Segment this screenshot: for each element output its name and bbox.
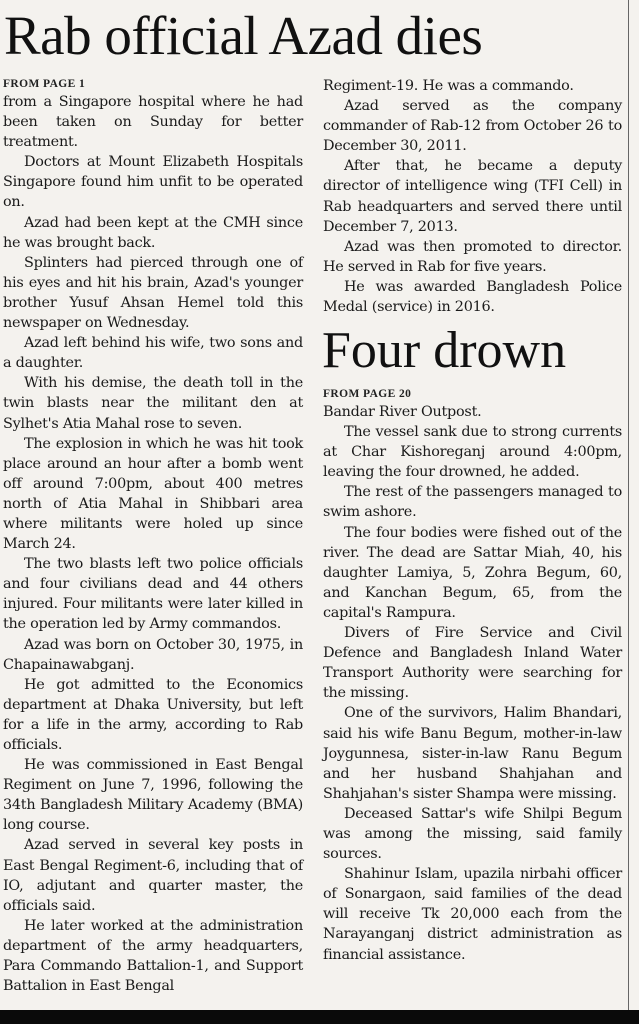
paragraph: Doctors at Mount Elizabeth Hospitals Singapore found him unfit to be operated on. (3, 154, 303, 211)
scan-edge (0, 1010, 639, 1024)
paragraph: Azad was born on October 30, 1975, in Chapainawabganj. (3, 636, 303, 673)
paragraph: One of the survivors, Halim Bhandari, said his wife Banu Begum, mother-in-law Joygunnesa, sister-in-law Ranu Begum and her husband Shahjahan and Shahjahan's sister Shampa were missing. (323, 705, 622, 802)
column-rule (628, 0, 629, 1010)
paragraph: He got admitted to the Economics department at Dhaka University, but left for a life in the army, according to Rab officials. (3, 676, 303, 753)
paragraph: The rest of the passengers managed to swim ashore. (323, 484, 622, 521)
paragraph: The vessel sank due to strong currents at Char Kishoreganj around 4:00pm, leaving the four drowned, he added. (323, 424, 622, 481)
story2-column (323, 386, 622, 965)
headline-four-drown: Four drown (322, 322, 567, 379)
paragraph: After that, he became a deputy director of intelligence wing (TFI Cell) in Rab headquarters and served there until December 7, 2013. (323, 158, 622, 235)
paragraph: Bandar River Outpost. (323, 404, 482, 420)
paragraph: He was awarded Bangladesh Police Medal (service) in 2016. (323, 278, 622, 316)
paragraph: He later worked at the administration department of the army headquarters, Para Commando Battalion-1, and Support Battalion in East Bengal (3, 917, 303, 995)
paragraph: The four bodies were fished out of the river. The dead are Sattar Miah, 40, his daughter Lamiya, 5, Zohra Begum, 60, and Kanchan Begum, 65, from the capital's Rampura. (323, 524, 622, 621)
story1-left-column (3, 76, 303, 996)
headline-rab-official: Rab official Azad dies (4, 5, 483, 66)
paragraph: from a Singapore hospital where he had been taken on Sunday for better treatment. (3, 94, 303, 151)
from-page-label: FROM PAGE 20 (323, 388, 412, 400)
paragraph: Splinters had pierced through one of his eyes and hit his brain, Azad's younger brother Yusuf Ahsan Hemel told this newspaper on Wednesday. (3, 254, 303, 332)
paragraph: Azad had been kept at the CMH since he was brought back. (3, 214, 303, 251)
paragraph: With his demise, the death toll in the twin blasts near the militant den at Sylhet's Atia Mahal rose to seven. (3, 375, 303, 432)
from-page-label: FROM PAGE 1 (3, 78, 86, 90)
paragraph: Regiment-19. He was a commando. (323, 78, 574, 94)
paragraph: The two blasts left two police officials and four civilians dead and 44 others injured. Four militants were later killed in the operation led by Army commandos. (3, 556, 303, 633)
paragraph: Azad left behind his wife, two sons and a daughter. (3, 335, 303, 372)
paragraph: Deceased Sattar's wife Shilpi Begum was among the missing, said family sources. (323, 805, 622, 863)
paragraph: Azad served in several key posts in East Bengal Regiment-6, including that of IO, adjutant and quarter master, the officials said. (3, 837, 303, 914)
paragraph: Divers of Fire Service and Civil Defence and Bangladesh Inland Water Transport Authority were searching for the missing. (323, 625, 622, 702)
paragraph: Azad served as the company commander of Rab-12 from October 26 to December 30, 2011. (323, 98, 622, 155)
paragraph: Azad was then promoted to director. He served in Rab for five years. (323, 238, 622, 275)
paragraph: He was commissioned in East Bengal Regiment on June 7, 1996, following the 34th Bangladesh Military Academy (BMA) long course. (3, 757, 303, 834)
story1-right-column (323, 76, 622, 317)
paragraph: Shahinur Islam, upazila nirbahi officer of Sonargaon, said families of the dead will receive Tk 20,000 each from the Narayanganj district administration as financial assistance. (323, 866, 622, 963)
paragraph: The explosion in which he was hit took place around an hour after a bomb went off around 7:00pm, about 400 metres north of Atia Mahal in Shibbari area where militants were holed up since March 24. (3, 435, 303, 553)
